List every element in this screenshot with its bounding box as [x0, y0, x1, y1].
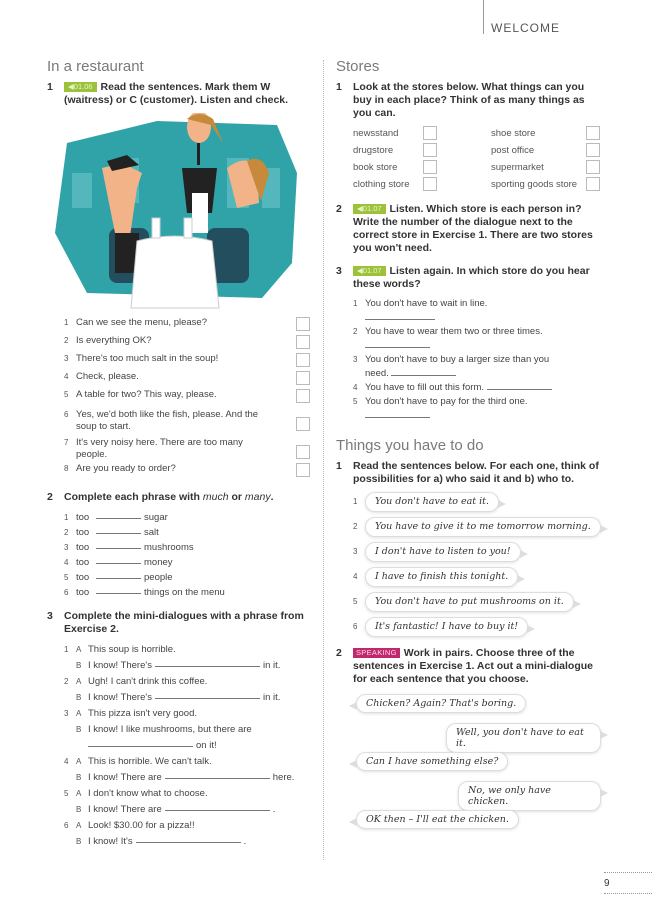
list-item: 1 too sugar [64, 512, 168, 523]
answer-checkbox[interactable] [296, 445, 310, 459]
answer-checkbox[interactable] [296, 371, 310, 385]
answer-blank[interactable] [88, 738, 193, 747]
stores-exercise-3-list: 1 You don't have to wait in line. 2 You have to wear them two or three times. 3 You don't have to buy a larger size than you need. 4 You have to fill out this form. 5 You don't have to pay for the third one. [353, 297, 553, 423]
section-title-things: Things you have to do [336, 437, 484, 454]
speech-bubble: You don't have to put mushrooms on it. [365, 592, 574, 612]
list-item: 8 Are you ready to order? [64, 463, 312, 481]
header-rule [483, 0, 484, 34]
answer-blank[interactable] [96, 540, 141, 549]
sample-dialogue [336, 694, 601, 844]
column-divider [323, 60, 324, 860]
answer-blank[interactable] [96, 570, 141, 579]
store-checkbox[interactable] [586, 126, 600, 140]
section-title-restaurant: In a restaurant [47, 58, 144, 75]
speech-bubble: Chicken? Again? That's boring. [356, 694, 526, 713]
things-exercise-1-instruction: 1 Read the sentences below. For each one, think of possibilities for a) who said it and b) who to. [336, 460, 599, 485]
answer-blank[interactable] [487, 381, 552, 390]
list-item: 2 too salt [64, 527, 159, 538]
list-item: 1 Can we see the menu, please? [64, 317, 312, 335]
things-exercise-1-bubbles: 1 You don't have to eat it. 2 You have to give it to me tomorrow morning. 3 I don't have to listen to you! 4 I have to finish this tonight. 5 You don't have to put mushrooms on it. 6 It's fantastic! I have to buy it! [353, 492, 601, 637]
answer-blank[interactable] [155, 658, 260, 667]
store-checkbox[interactable] [423, 160, 437, 174]
speech-bubble: OK then – I'll eat the chicken. [356, 810, 519, 829]
speaking-badge: SPEAKING [353, 648, 400, 658]
list-item: 3 too mushrooms [64, 542, 194, 553]
list-item: 4 too money [64, 557, 173, 568]
answer-blank[interactable] [96, 555, 141, 564]
unit-title: WELCOME [491, 21, 561, 35]
section-title-stores: Stores [336, 58, 380, 75]
restaurant-illustration [47, 113, 303, 313]
exercise-3-instruction: 3 Complete the mini-dialogues with a phrase from Exercise 2. [47, 610, 304, 635]
list-item: 6 too things on the menu [64, 587, 225, 598]
list-item: 2 Is everything OK? [64, 335, 312, 353]
exercise-1-list [64, 317, 312, 481]
answer-checkbox[interactable] [296, 417, 310, 431]
answer-checkbox[interactable] [296, 317, 310, 331]
store-checkbox[interactable] [586, 177, 600, 191]
store-checkbox[interactable] [586, 160, 600, 174]
answer-checkbox[interactable] [296, 335, 310, 349]
list-item: 7 It's very noisy here. There are too many people. [64, 437, 312, 463]
exercise-2-instruction: 2 Complete each phrase with much or many. [47, 491, 274, 503]
answer-blank[interactable] [165, 770, 270, 779]
answer-checkbox[interactable] [296, 353, 310, 367]
speech-bubble: I don't have to listen to you! [365, 542, 521, 562]
answer-blank[interactable] [96, 585, 141, 594]
speech-bubble: No, we only have chicken. [458, 781, 601, 811]
exercise-1-instruction: 1 ◀01.06 Read the sentences. Mark them W (waitress) or C (customer). Listen and check. [47, 81, 289, 106]
answer-blank[interactable] [365, 409, 430, 418]
page-number: 9 [604, 878, 610, 889]
stores-grid: newsstand shoe store drugstore post office book store supermarket clothing store sporting goods store [353, 126, 601, 191]
things-exercise-2-instruction: 2 SPEAKING Work in pairs. Choose three of the sentences in Exercise 1. Act out a mini-dialogue for each sentence that you choose. [336, 647, 594, 685]
store-checkbox[interactable] [423, 126, 437, 140]
stores-exercise-2-instruction: 2 ◀01.07 Listen. Which store is each person in? Write the number of the dialogue next to the correct store in Exercise 1. There are two stores you won't need. [336, 203, 593, 254]
stores-exercise-1-instruction: 1 Look at the stores below. What things can you buy in each place? Think of as many things as you can. [336, 81, 585, 119]
exercise-2-list [64, 510, 312, 600]
page-number-rule [604, 893, 652, 894]
list-item: 5 too people [64, 572, 173, 583]
audio-track-icon[interactable]: ◀01.07 [353, 204, 386, 214]
store-checkbox[interactable] [423, 143, 437, 157]
exercise-3-dialogues: 1 A This soup is horrible. B I know! There's in it. 2 A Ugh! I can't drink this coffee. B I know! There's in it. 3 A This pizza isn't very good. B I know! I like mushrooms, but there are on it! 4 A This is horrible. We can't talk. B I know! There are here. 5 A I don't know what to choose. B I know! There are . 6 A Look! $30.00 for a pizza!! B I know! It's . [64, 644, 295, 847]
speech-bubble: I have to finish this tonight. [365, 567, 518, 587]
answer-checkbox[interactable] [296, 463, 310, 477]
audio-track-icon[interactable]: ◀01.07 [353, 266, 386, 276]
speech-bubble: Can I have something else? [356, 752, 508, 771]
answer-blank[interactable] [96, 510, 141, 519]
answer-blank[interactable] [391, 367, 456, 376]
speech-bubble: It's fantastic! I have to buy it! [365, 617, 528, 637]
list-item: 4 Check, please. [64, 371, 312, 389]
stores-exercise-3-instruction: 3 ◀01.07 Listen again. In which store do you hear these words? [336, 265, 590, 290]
left-column [47, 58, 312, 850]
list-item: 5 A table for two? This way, please. [64, 389, 312, 407]
answer-blank[interactable] [365, 339, 430, 348]
speech-bubble: Well, you don't have to eat it. [446, 723, 601, 753]
answer-checkbox[interactable] [296, 389, 310, 403]
list-item: 6 Yes, we'd both like the fish, please. And the soup to start. [64, 409, 312, 435]
speech-bubble: You have to give it to me tomorrow morning. [365, 517, 601, 537]
page-number-rule [604, 872, 652, 873]
answer-blank[interactable] [365, 311, 435, 320]
store-checkbox[interactable] [423, 177, 437, 191]
store-checkbox[interactable] [586, 143, 600, 157]
answer-blank[interactable] [96, 525, 141, 534]
right-column [336, 58, 601, 844]
answer-blank[interactable] [155, 690, 260, 699]
list-item: 3 There's too much salt in the soup! [64, 353, 312, 371]
answer-blank[interactable] [165, 802, 270, 811]
answer-blank[interactable] [136, 834, 241, 843]
audio-track-icon[interactable]: ◀01.06 [64, 82, 97, 92]
speech-bubble: You don't have to eat it. [365, 492, 499, 512]
